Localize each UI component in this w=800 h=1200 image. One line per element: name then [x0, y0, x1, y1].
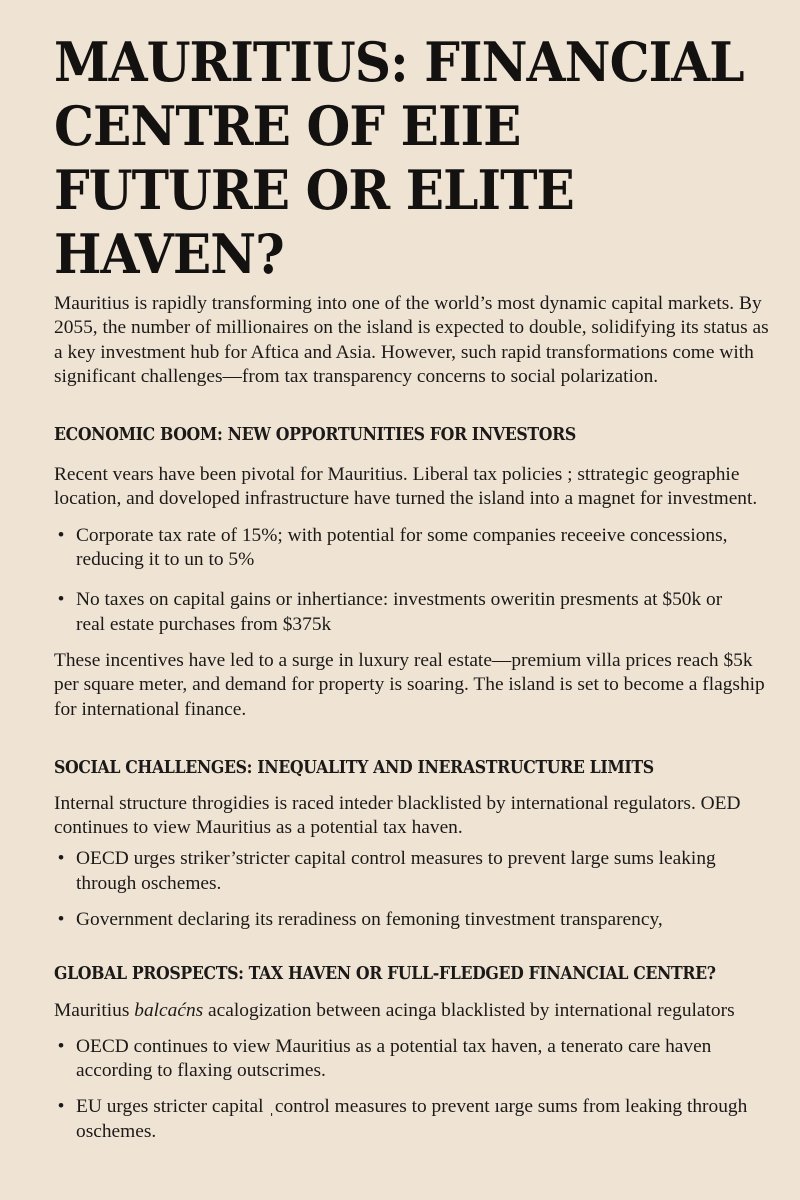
intro-paragraph: Mauritius is rapidly transforming into one of the world’s most dynamic capital markets. By 2055, the number of millionaires on the island is expected to double, solidifying its status as a key investment hub for Aftica and Asia. However, such rapid transformations come with significant challenges—from tax transparency concerns to social polarization. — [54, 293, 769, 387]
section3-paragraph-text-start: Mauritius — [54, 1000, 135, 1022]
section1-paragraph-2: These incentives have led to a surge in luxury real estate—premium villa prices reach $5k per square meter, and demand for property is soaring. The island is set to become a flagship for international finance. — [54, 649, 765, 720]
section1-bullet-list — [54, 524, 754, 637]
section2-bullet-list — [54, 847, 754, 932]
list-item-text: EU urges stricter capital ˌcontrol measures to prevent ıarge sums from leaking through oschemes. — [76, 1096, 748, 1142]
bullet-icon: • — [57, 524, 65, 546]
section3-paragraph-italic: balcaćns — [134, 1000, 204, 1022]
list-item — [54, 588, 754, 637]
list-item-text: Government declaring its reradiness on femoning tinvestment transparency, — [76, 909, 663, 931]
list-item — [54, 524, 754, 573]
section2-paragraph-1: Internal structure throgidies is raced inteder blacklisted by international regulators. OED continues to view Mauritius as a potential tax haven. — [54, 792, 741, 839]
list-item-text: No taxes on capital gains or inhertiance: investments oweritin presments at $50k or real estate purchases from $375k — [76, 589, 723, 635]
list-item-text: OECD continues to view Mauritius as a potential tax haven, a tenerato care haven according to flaxing outscrimes. — [76, 1035, 712, 1081]
bullet-icon: • — [57, 1035, 65, 1057]
section-heading-economic-boom: ECONOMIC BOOM: NEW OPPORTUNITIES FOR INVESTORS — [54, 425, 576, 446]
list-item — [54, 1035, 754, 1084]
article — [54, 30, 769, 1144]
bullet-icon: • — [57, 1096, 65, 1118]
section-heading-global-prospects: GLOBAL PROSPECTS: TAX HAVEN OR FULL-FLEDGED FINANCIAL CENTRE? — [54, 964, 716, 985]
list-item-text: Corporate tax rate of 15%; with potential for some companies receeive concessions, reducing it to un to 5% — [76, 524, 728, 571]
list-item-text: OECD urges striker’stricter capital control measures to prevent large sums leaking through oschemes. — [76, 848, 716, 894]
list-item — [54, 1095, 754, 1144]
section3-paragraph-1 — [54, 999, 774, 1023]
article-title: MAURITIUS: FINANCIAL CENTRE OF EIIE FUTURE OR ELITE HAVEN? — [54, 30, 744, 286]
bullet-icon: • — [57, 909, 65, 931]
list-item — [54, 847, 754, 896]
section-heading-social-challenges: SOCIAL CHALLENGES: INEQUALITY AND INERASTRUCTURE LIMITS — [54, 757, 654, 778]
list-item — [54, 908, 754, 932]
section3-bullet-list — [54, 1035, 754, 1144]
bullet-icon: • — [57, 848, 65, 870]
bullet-icon: • — [57, 589, 65, 611]
section1-paragraph-1: Recent vears have been pivotal for Mauritius. Liberal tax policies ; sttrategic geographie location, and doveloped infrastructure have turned the island into a magnet for investment. — [54, 464, 758, 510]
section3-paragraph-text-end: acalogization between acinga blacklisted by international regulators — [203, 1000, 735, 1022]
